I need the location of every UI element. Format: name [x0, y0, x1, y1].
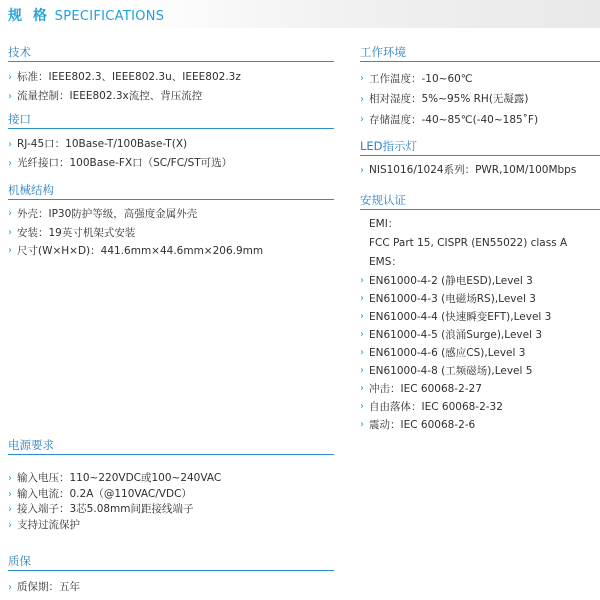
section-rule	[8, 570, 334, 571]
list-item: › EN61000-4-4 (快速瞬变EFT),Level 3	[360, 308, 600, 326]
item-list	[360, 69, 600, 130]
list-item: › 工作温度：-10~60℃	[360, 69, 600, 89]
list-item: › EN61000-4-8 (工频磁场),Level 5	[360, 362, 600, 380]
list-item: › 输入电压：110~220VDC或100~240VAC	[8, 471, 334, 487]
section-title: 工作环境	[360, 45, 406, 59]
bullet-icon: ›	[8, 72, 12, 83]
section-rule	[360, 209, 600, 210]
item-list	[360, 162, 600, 179]
bullet-icon: ›	[360, 401, 364, 412]
bullet-icon: ›	[360, 293, 364, 304]
list-item: › 支持过流保护	[8, 518, 334, 534]
section-rule	[8, 128, 334, 129]
section-warranty	[8, 553, 334, 596]
bullet-icon: ›	[360, 329, 364, 340]
section-title: 电源要求	[8, 438, 54, 452]
bullet-icon: ›	[360, 275, 364, 286]
page-title-en: SPECIFICATIONS	[54, 9, 165, 24]
bullet-icon: ›	[360, 311, 364, 322]
page-title	[8, 5, 164, 25]
list-item: › 标准：IEEE802.3、IEEE802.3u、IEEE802.3z	[8, 68, 334, 87]
list-item: › 光纤接口：100Base-FX口（SC/FC/ST可选）	[8, 154, 334, 173]
section-title: LED指示灯	[360, 139, 418, 153]
bullet-icon: ›	[8, 158, 12, 169]
section-title: 机械结构	[8, 183, 54, 197]
list-item: EMI：	[369, 218, 399, 230]
list-item: › 安装：19英寸机架式安装	[8, 224, 334, 243]
list-item: › NIS1016/1024系列：PWR,10M/100Mbps	[360, 162, 600, 179]
section-rule	[8, 61, 334, 62]
section-rule	[8, 199, 334, 200]
bullet-icon: ›	[8, 504, 12, 515]
section-tech	[8, 44, 334, 106]
item-list	[8, 205, 334, 261]
list-item: › EN61000-4-6 (感应CS),Level 3	[360, 344, 600, 362]
list-item: › 质保期：五年	[8, 579, 334, 596]
bullet-icon: ›	[360, 419, 364, 430]
bullet-icon: ›	[360, 365, 364, 376]
item-list	[360, 215, 600, 434]
bullet-icon: ›	[8, 582, 12, 593]
section-title: 技术	[8, 45, 31, 59]
list-item: › 流量控制：IEEE802.3x流控、背压流控	[8, 87, 334, 106]
section-title: 质保	[8, 554, 31, 568]
list-item: › 相对湿度：5%~95% RH(无凝露)	[360, 89, 600, 110]
section-title: 安规认证	[360, 193, 406, 207]
section-rule	[8, 454, 334, 455]
item-list	[8, 579, 334, 596]
list-item: › 冲击：IEC 60068-2-27	[360, 380, 600, 398]
section-rule	[360, 155, 600, 156]
item-list	[8, 135, 334, 173]
bullet-icon: ›	[360, 347, 364, 358]
section-interface	[8, 111, 334, 173]
section-mechanical	[8, 182, 334, 261]
list-item: EMS：	[369, 256, 402, 268]
list-item: › 接入端子：3芯5.08mm间距接线端子	[8, 502, 334, 518]
list-item: › EN61000-4-3 (电磁场RS),Level 3	[360, 290, 600, 308]
bullet-icon: ›	[8, 91, 12, 102]
item-list	[8, 471, 334, 533]
bullet-icon: ›	[8, 473, 12, 484]
list-item: FCC Part 15, CISPR (EN55022) class A	[369, 237, 568, 249]
item-list	[8, 68, 334, 106]
list-item: › EN61000-4-2 (静电ESD),Level 3	[360, 272, 600, 290]
bullet-icon: ›	[8, 208, 12, 219]
bullet-icon: ›	[8, 226, 12, 238]
list-item: › 震动：IEC 60068-2-6	[360, 416, 600, 434]
list-item: › RJ-45口：10Base-T/100Base-T(X)	[8, 135, 334, 154]
section-title: 接口	[8, 112, 31, 126]
bullet-icon: ›	[360, 73, 364, 84]
bullet-icon: ›	[360, 165, 364, 176]
section-power	[8, 437, 334, 533]
list-item: › 自由落体：IEC 60068-2-32	[360, 398, 600, 416]
list-item: › 外壳：IP30防护等级，高强度金属外壳	[8, 205, 334, 224]
list-item: › 存储温度：-40~85℃(-40~185˚F)	[360, 110, 600, 130]
section-rule	[360, 61, 600, 62]
bullet-icon: ›	[8, 139, 12, 150]
bullet-icon: ›	[8, 245, 12, 256]
bullet-icon: ›	[360, 94, 364, 105]
page-title-cn: 规 格	[8, 8, 50, 24]
section-safety	[360, 192, 600, 434]
section-environment	[360, 44, 600, 130]
section-led	[360, 138, 600, 179]
bullet-icon: ›	[8, 519, 12, 531]
list-item: › EN61000-4-5 (浪涌Surge),Level 3	[360, 326, 600, 344]
list-item: › 尺寸(W×H×D)：441.6mm×44.6mm×206.9mm	[8, 242, 334, 261]
bullet-icon: ›	[8, 488, 12, 500]
bullet-icon: ›	[360, 114, 364, 125]
list-item: › 输入电流：0.2A（@110VAC/VDC）	[8, 487, 334, 503]
bullet-icon: ›	[360, 383, 364, 394]
